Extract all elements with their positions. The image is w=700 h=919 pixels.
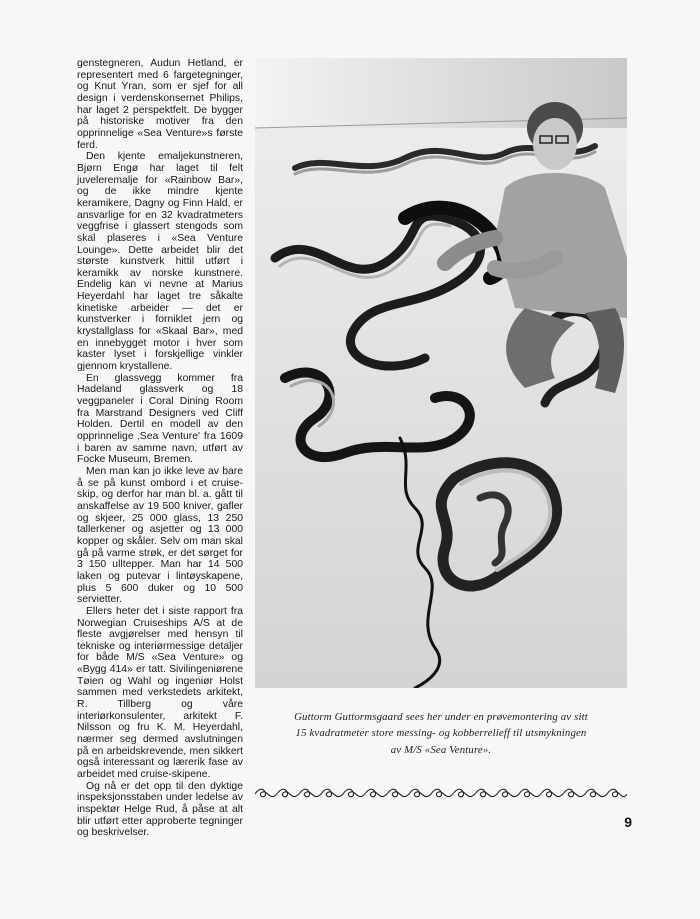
photo-caption — [255, 709, 627, 758]
photo-illustration — [255, 58, 627, 688]
article-paragraph: Og nå er det opp til den dyktige inspeksjonsstaben under ledelse av inspektør Helge Rud, å påse at alt blir utført etter approberte tegninger og beskrivelser. — [77, 780, 243, 839]
artist-photograph — [255, 58, 627, 688]
caption-line: Guttorm Guttormsgaard sees her under en prøvemontering av sitt — [294, 711, 588, 723]
caption-line: 15 kvadratmeter store messing- og kobberrelieff til utsmykningen — [295, 727, 587, 740]
article-paragraph: En glassvegg kommer fra Hadeland glassverk og 18 veggpaneler i Coral Dining Room fra Marstrand Designers ved Cliff Holden. Dertil en modell av den opprinnelige ‚Sea Venture' fra 1609 i baren av samme navn, utført av Focke Museum, Bremen. — [77, 372, 243, 466]
article-paragraph: genstegneren, Audun Hetland, er representert med 6 fargetegninger, og Knut Yran, som er sjef for all design i verdenskonsernet Philips, har laget 2 perspektfelt. De bygger på historiske motiver fra den opprinnelige «Sea Venture»s første ferd. — [77, 58, 243, 151]
article-paragraph: Den kjente emaljekunstneren, Bjørn Engø har laget til felt juveleremalje for «Rainbow Bar», og de ikke mindre kjente keramikere, Dagny og Finn Hald, er ansvarlige for en 32 kvadratmeters veggfrise i glassert stengods som skal plaseres i «Sea Venture Lounge». Dette arbeidet blir det største kunstverk hittil utført i keramikk av norske kunstnere. Endelig kan vi nevne at Marius Heyerdahl har laget tre såkalte kinetiske arbeider — det er kunstverker i forniklet jern og krystallglass for «Skaal Bar», med en innebygget motor i hver som kaster lyset i forskjellige vinkler gjennom krystallene. — [77, 151, 243, 373]
decorative-border-ornament — [255, 787, 627, 799]
article-text-column — [77, 58, 243, 839]
article-paragraph: Men man kan jo ikke leve av bare å se på kunst ombord i et cruise-skip, og derfor har man bl. a. gått til anskaffelse av 19 500 kniver, gafler og skjeer, 25 000 glass, 13 250 tallerkener og asjetter og 13 000 kopper og skåler. Selv om man skal gå på varme strøk, er det sørget for 3 150 ulltepper. Man har 14 500 laken og putevar i lintøyskapene, plus 5 600 duker og 10 500 servietter. — [77, 465, 243, 606]
article-paragraph: Ellers heter det i siste rapport fra Norwegian Cruiseships A/S at de fleste avgjørelser med hensyn til tekniske og interiørmessige detaljer for både M/S «Sea Venture» og «Bygg 414» er tatt. Sivilingeniørene Tøien og Wahl og ingeniør Holst sammen med verkstedets arkitekt, R. Tillberg og våre interiørkonsulenter, arkitekt F. Nilsson og fru K. M. Heyerdahl, nærmer seg dermed avslutningen på en arbeidskrevende, men sikkert også interessant og lærerik fase av arbeidet med cruise-skipene. — [77, 605, 243, 781]
page-number: 9 — [624, 814, 632, 830]
caption-line: av M/S «Sea Venture». — [390, 743, 492, 756]
